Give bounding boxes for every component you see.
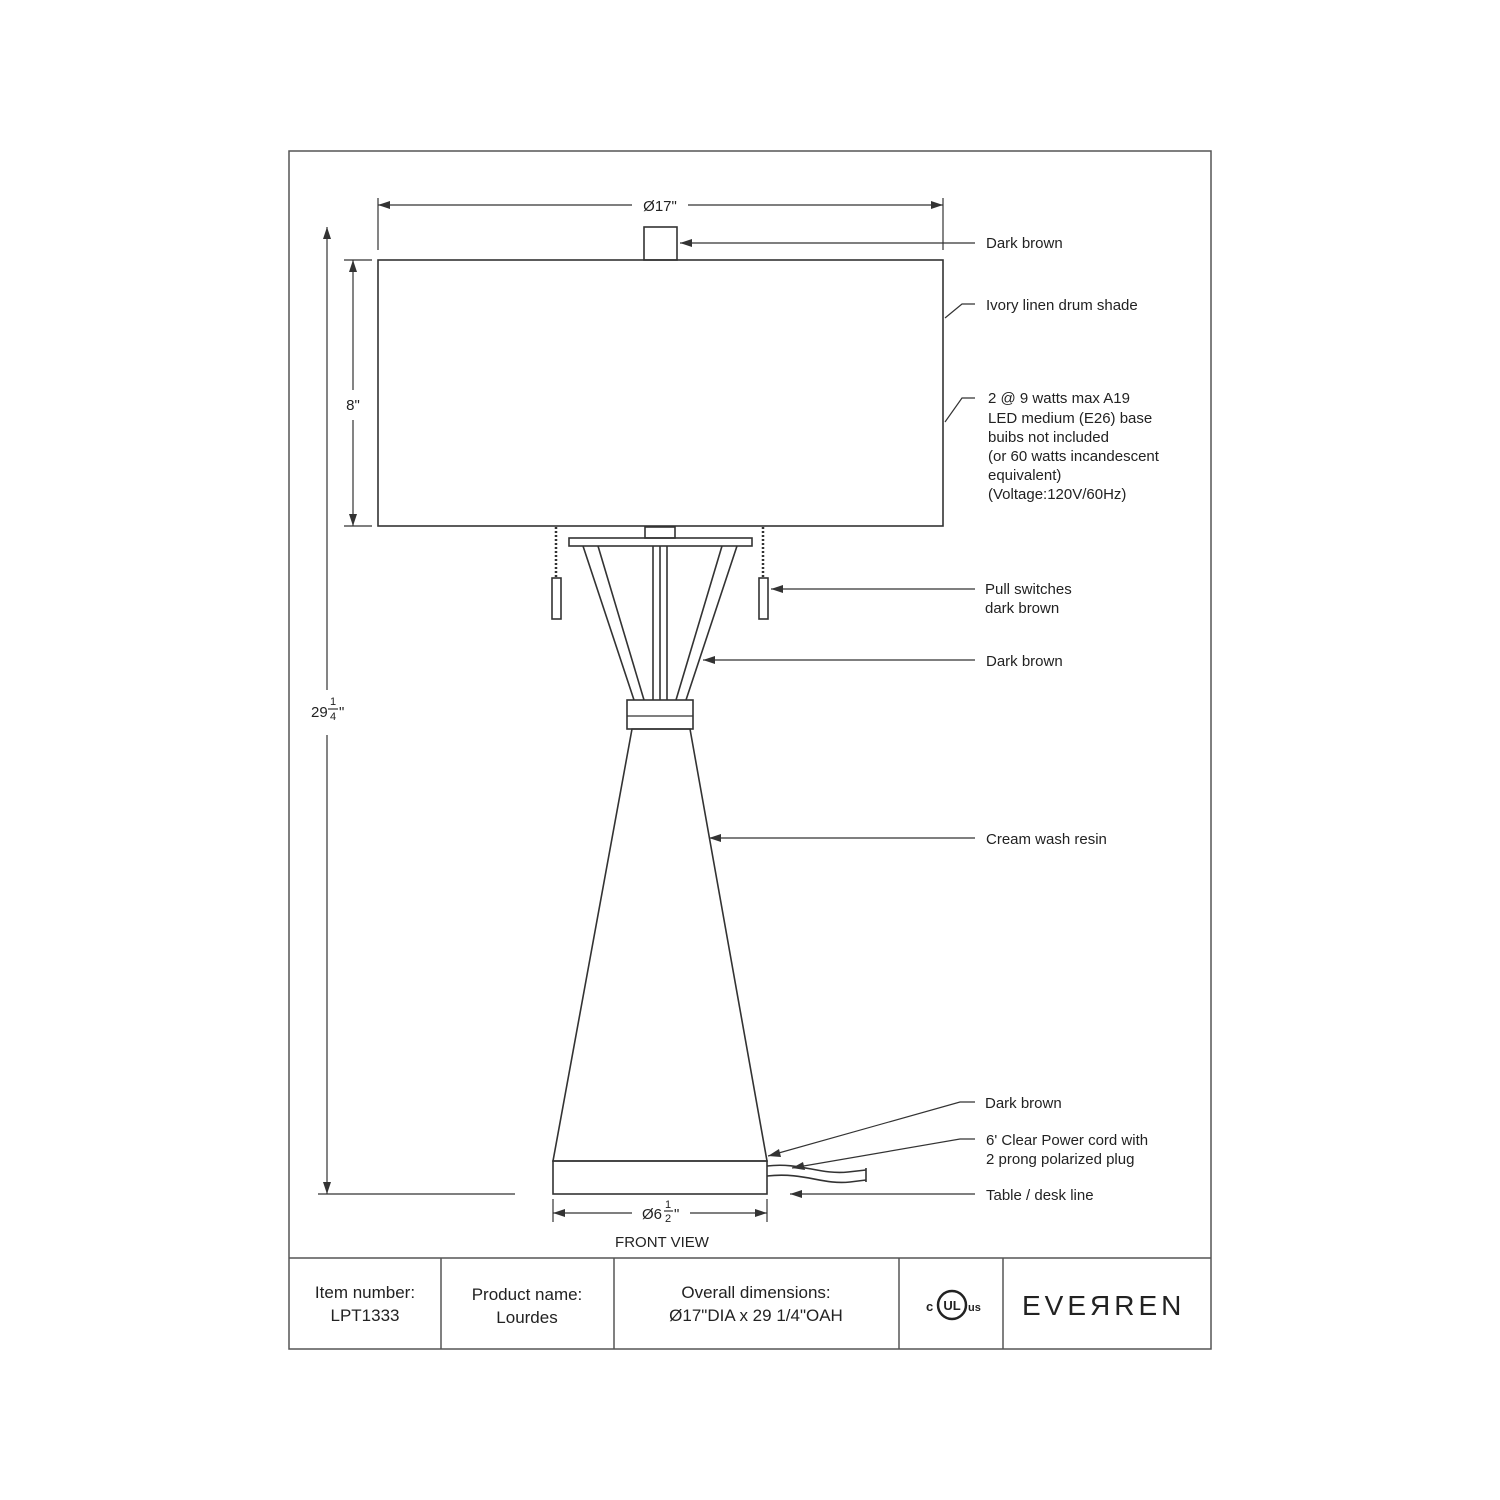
callout-frame [703, 653, 1063, 670]
svg-text:Table / desk line: Table / desk line [986, 1187, 1094, 1204]
pull-chain-right [759, 527, 768, 619]
collar [627, 700, 693, 729]
frame-struts [583, 546, 737, 700]
frame-top-plate [569, 538, 752, 546]
shade-diameter-label: Ø17" [643, 198, 677, 215]
pull-chain-left [552, 527, 561, 619]
svg-text:Dark brown: Dark brown [986, 235, 1063, 252]
overall-height-suffix: " [339, 704, 345, 721]
svg-text:c: c [926, 1299, 934, 1314]
svg-text:us: us [968, 1302, 981, 1314]
base-diameter-den: 2 [665, 1213, 672, 1225]
dimension-base-diameter [553, 1199, 767, 1225]
title-block [315, 1258, 1185, 1349]
callout-cord [792, 1132, 1148, 1170]
callout-body [709, 831, 1107, 848]
svg-text:Ivory linen drum shade: Ivory linen drum shade [986, 297, 1138, 314]
callout-finial [680, 235, 1063, 252]
svg-text:UL: UL [943, 1298, 961, 1313]
svg-text:Cream wash resin: Cream wash resin [986, 831, 1107, 848]
sheet-border [289, 151, 1211, 1349]
svg-text:equivalent): equivalent) [988, 467, 1062, 484]
brand-logo: EVEЯREN [1022, 1290, 1186, 1321]
svg-text:dark brown: dark brown [985, 600, 1060, 617]
svg-text:LED medium (E26) base: LED medium (E26) base [988, 410, 1153, 427]
callout-pull-switches [771, 581, 1072, 617]
svg-text:buibs not included: buibs not included [988, 429, 1109, 446]
dimension-shade-height [344, 260, 372, 526]
base-diameter-num: 1 [665, 1199, 672, 1211]
dimension-overall-height [311, 227, 640, 1194]
svg-text:2 prong polarized plug: 2 prong polarized plug [986, 1151, 1135, 1168]
product-name-label: Product name: [471, 1285, 583, 1304]
svg-text:2 @ 9 watts max A19: 2 @ 9 watts max A19 [988, 390, 1130, 407]
base-plinth [553, 1161, 767, 1194]
shade-height-label: 8" [346, 397, 360, 414]
drum-shade [378, 260, 943, 526]
base-diameter-prefix: Ø6 [642, 1206, 663, 1223]
callout-bulbs [945, 390, 1160, 503]
base-diameter-suffix: " [674, 1206, 680, 1223]
body-cone [553, 729, 767, 1161]
svg-text:Dark brown: Dark brown [985, 1095, 1062, 1112]
power-cord [767, 1165, 866, 1182]
overall-height-num: 1 [330, 696, 337, 708]
callout-table-line [790, 1187, 1094, 1204]
front-view-label: FRONT VIEW [615, 1234, 709, 1251]
svg-text:(Voltage:120V/60Hz): (Voltage:120V/60Hz) [988, 486, 1127, 503]
callout-shade [945, 297, 1138, 318]
svg-text:(or 60 watts incandescent: (or 60 watts incandescent [988, 448, 1159, 465]
dimension-shade-diameter [378, 198, 943, 250]
item-number-label: Item number: [314, 1283, 416, 1302]
overall-height-whole: 29 [311, 704, 328, 721]
overall-dimensions-label: Overall dimensions: [681, 1283, 831, 1302]
svg-text:Dark brown: Dark brown [986, 653, 1063, 670]
socket-cap [645, 527, 675, 538]
finial [644, 227, 677, 260]
item-number-value: LPT1333 [330, 1306, 400, 1325]
svg-text:Pull switches: Pull switches [985, 581, 1072, 598]
svg-text:6' Clear Power cord with: 6' Clear Power cord with [986, 1132, 1149, 1149]
product-name-value: Lourdes [496, 1308, 558, 1327]
overall-height-den: 4 [330, 711, 337, 723]
lamp-drawing [378, 227, 943, 1194]
overall-dimensions-value: Ø17"DIA x 29 1/4"OAH [669, 1306, 843, 1325]
ul-listed-icon [926, 1291, 981, 1319]
